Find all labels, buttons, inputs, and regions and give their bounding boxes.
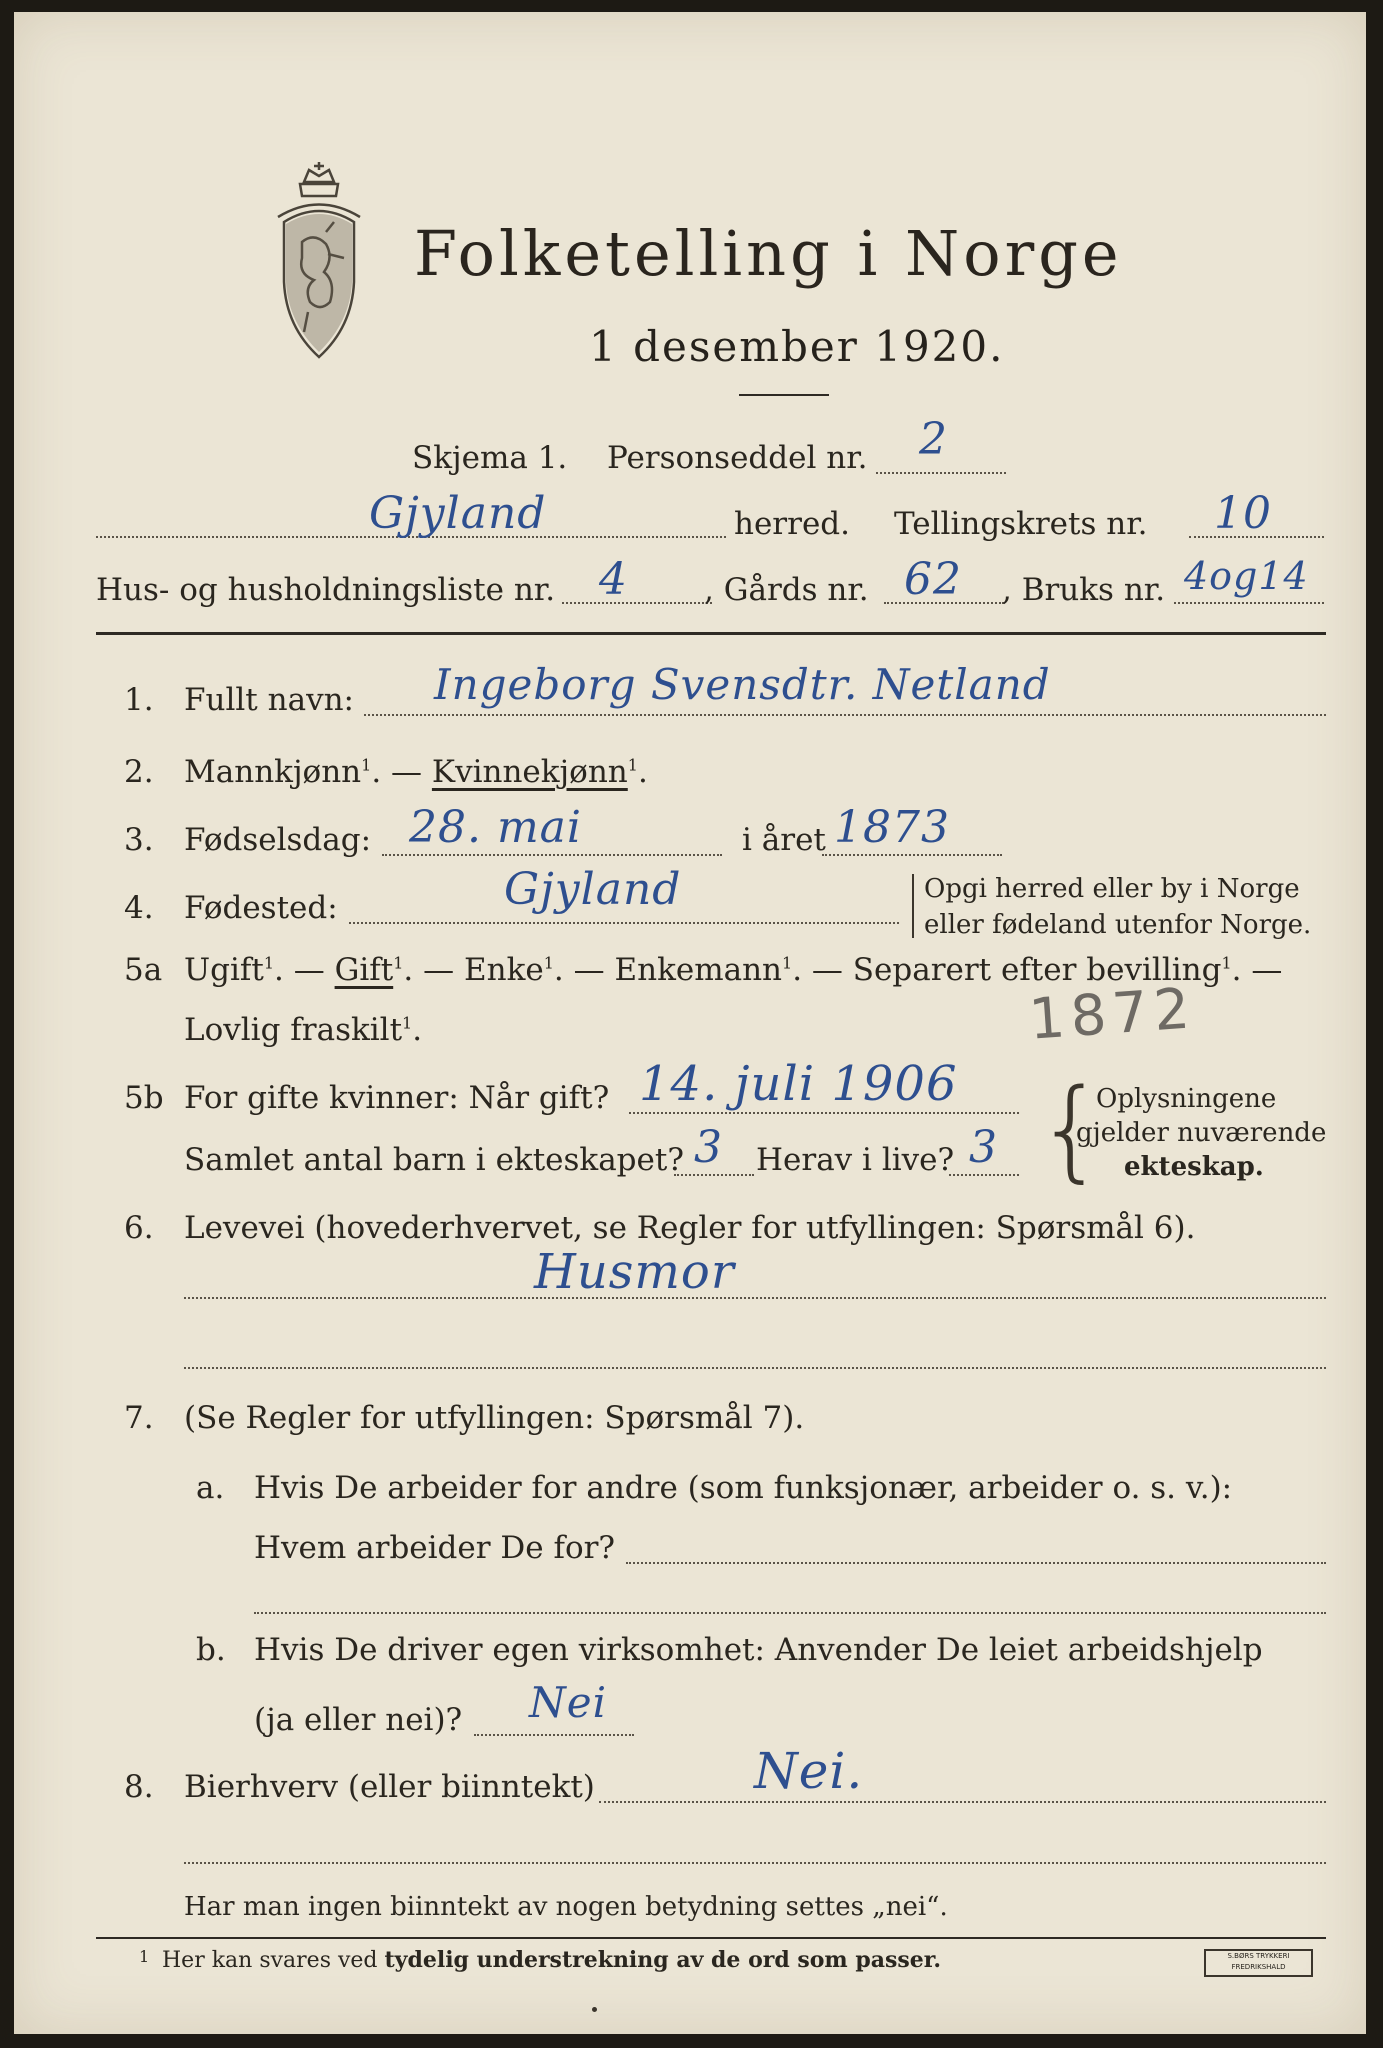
q6-value: Husmor — [534, 1244, 735, 1300]
q2-kvinne[interactable]: Kvinnekjønn — [431, 754, 628, 790]
q5b-value-3: 3 — [969, 1122, 998, 1173]
q4-line — [349, 922, 899, 924]
q5b-label-2: Samlet antal barn i ekteskapet? — [184, 1142, 684, 1178]
herred-value: Gjyland — [369, 488, 547, 539]
q7-label: (Se Regler for utfyllingen: Spørsmål 7). — [184, 1400, 805, 1436]
printer-stamp: S.BØRS TRYKKERI FREDRIKSHALD — [1204, 1949, 1313, 1977]
q3-year-label: i året — [742, 822, 826, 858]
tellingskrets-value: 10 — [1214, 488, 1272, 539]
q5a-sup-separert: 1 — [1221, 953, 1232, 973]
q5b-line-3 — [949, 1174, 1019, 1176]
personseddel-line — [876, 472, 1006, 474]
q4-note-2: eller fødeland utenfor Norge. — [924, 910, 1312, 940]
q5a-sup-enke: 1 — [543, 953, 554, 973]
footer-dot — [592, 2007, 597, 2012]
q6-label: Levevei (hovederhvervet, se Regler for utfyllingen: Spørsmål 6). — [184, 1210, 1196, 1246]
gards-label: , Gårds nr. — [704, 572, 869, 608]
q5a-dash-3: . — — [553, 952, 605, 988]
q3-line — [382, 854, 722, 856]
q5a-dash-1: . — — [274, 952, 325, 988]
footnote-part-b: tydelig understrekning av de ord som passer. — [384, 1947, 942, 1973]
husliste-value: 4 — [599, 554, 628, 605]
q5b-line-1 — [629, 1112, 1019, 1114]
q5b-note-1: Oplysningene — [1096, 1084, 1277, 1114]
q2-separator: . — — [371, 754, 432, 790]
q5a-annotation: 1872 — [1026, 976, 1198, 1053]
personseddel-label: Personseddel nr. — [607, 440, 868, 476]
q7a-letter: a. — [196, 1470, 225, 1506]
q5a-separert[interactable]: Separert efter bevilling — [852, 952, 1222, 988]
q2-mann[interactable]: Mannkjønn — [184, 754, 362, 790]
q5a-dash-5: . — — [1231, 952, 1283, 988]
bruks-value: 4og14 — [1184, 554, 1309, 598]
q4-label: Fødested: — [184, 890, 338, 926]
q5a-enke[interactable]: Enke — [463, 952, 544, 988]
skjema-label: Skjema 1. — [412, 440, 568, 476]
q5a-fraskilt[interactable]: Lovlig fraskilt — [184, 1012, 403, 1048]
q5a-dash-2: . — — [403, 952, 455, 988]
bruks-line — [1174, 602, 1324, 604]
q4-value: Gjyland — [504, 864, 682, 915]
q6-line-1 — [184, 1297, 1326, 1299]
tellingskrets-label: Tellingskrets nr. — [894, 506, 1148, 542]
q2-number: 2. — [124, 754, 154, 790]
q8-label: Bierhverv (eller biinntekt) — [184, 1769, 595, 1805]
q1-value: Ingeborg Svensdtr. Netland — [434, 660, 1051, 709]
q1-label: Fullt navn: — [184, 682, 354, 718]
q2-text — [184, 754, 648, 790]
q7-number: 7. — [124, 1400, 154, 1436]
q4-note-bracket — [912, 874, 914, 938]
q5a-sup-fraskilt: 1 — [402, 1013, 413, 1033]
q2-sup-2: 1 — [627, 755, 638, 775]
q7a-text: Hvis De arbeider for andre (som funksjonær, arbeider o. s. v.): — [254, 1470, 1233, 1506]
herred-label: herred. — [734, 506, 850, 542]
q5a-sup-gift: 1 — [393, 953, 404, 973]
q8-line-1 — [599, 1801, 1326, 1803]
husliste-line — [562, 602, 712, 604]
q1-line — [364, 714, 1326, 716]
q4-number: 4. — [124, 890, 154, 926]
q5b-value-2: 3 — [694, 1122, 723, 1173]
q5a-number: 5a — [124, 952, 163, 988]
gards-value: 62 — [904, 554, 962, 605]
q8-line-2 — [184, 1862, 1326, 1864]
q5b-value-1: 14. juli 1906 — [639, 1056, 958, 1112]
q3-label: Fødselsdag: — [184, 822, 372, 858]
q7a-line-2 — [254, 1612, 1326, 1614]
footnote-number: 1 — [139, 1947, 150, 1966]
q5a-dash-4: . — — [792, 952, 843, 988]
q4-note-1: Opgi herred eller by i Norge — [924, 874, 1300, 904]
q2-end: . — [637, 754, 648, 790]
q7b-text: Hvis De driver egen virksomhet: Anvender De leiet arbeidshjelp — [254, 1632, 1263, 1668]
q5a-gift[interactable]: Gift — [334, 952, 394, 988]
bruks-label: , Bruks nr. — [1002, 572, 1166, 608]
q2-sup-1: 1 — [361, 755, 372, 775]
q5b-note-3: ekteskap. — [1124, 1152, 1264, 1182]
q5a-sup-enkemann: 1 — [782, 953, 793, 973]
form-title: Folketelling i Norge — [414, 217, 1123, 290]
norwegian-coat-of-arms-icon — [264, 162, 374, 362]
q3-year-line — [822, 854, 1002, 856]
q7b-question: (ja eller nei)? — [254, 1702, 463, 1738]
header-rule — [96, 632, 1326, 635]
q5b-brace: { — [1036, 1065, 1106, 1193]
q3-number: 3. — [124, 822, 154, 858]
title-rule — [739, 394, 829, 396]
q3-year-value: 1873 — [834, 802, 950, 853]
q5a-fraskilt-row: Lovlig fraskilt$^1$. — [184, 1012, 423, 1048]
q5a-sup-ugift: 1 — [263, 953, 275, 973]
q5a-enkemann[interactable]: Enkemann — [614, 952, 783, 988]
q5b-number: 5b — [124, 1080, 164, 1116]
q6-number: 6. — [124, 1210, 154, 1246]
q3-value: 28. mai — [409, 802, 582, 853]
q7b-letter: b. — [196, 1632, 226, 1668]
footer-rule — [96, 1937, 1326, 1939]
footnote-part-a: Her kan svares ved — [162, 1948, 378, 1973]
footer-note: Har man ingen biinntekt av nogen betydning settes „nei“. — [184, 1892, 948, 1922]
q8-value: Nei. — [754, 1742, 864, 1800]
q5a-ugift[interactable]: Ugift — [184, 952, 264, 988]
personseddel-value: 2 — [919, 414, 948, 465]
census-form-sheet — [14, 12, 1366, 2034]
q7a-line-1 — [626, 1562, 1326, 1564]
q8-number: 8. — [124, 1769, 154, 1805]
q5b-label-1: For gifte kvinner: Når gift? — [184, 1080, 610, 1116]
q5b-line-2 — [674, 1174, 754, 1176]
form-date: 1 desember 1920. — [589, 322, 1005, 371]
husliste-label: Hus- og husholdningsliste nr. — [96, 572, 556, 608]
q1-number: 1. — [124, 682, 154, 718]
footnote-text — [162, 1947, 941, 1973]
q7a-question: Hvem arbeider De for? — [254, 1530, 616, 1566]
q5b-label-3: Herav i live? — [756, 1142, 955, 1178]
q6-line-2 — [184, 1367, 1326, 1369]
q7b-line — [474, 1734, 634, 1736]
q5b-note-2: gjelder nuværende — [1076, 1118, 1327, 1148]
q7b-value: Nei — [529, 1678, 608, 1727]
